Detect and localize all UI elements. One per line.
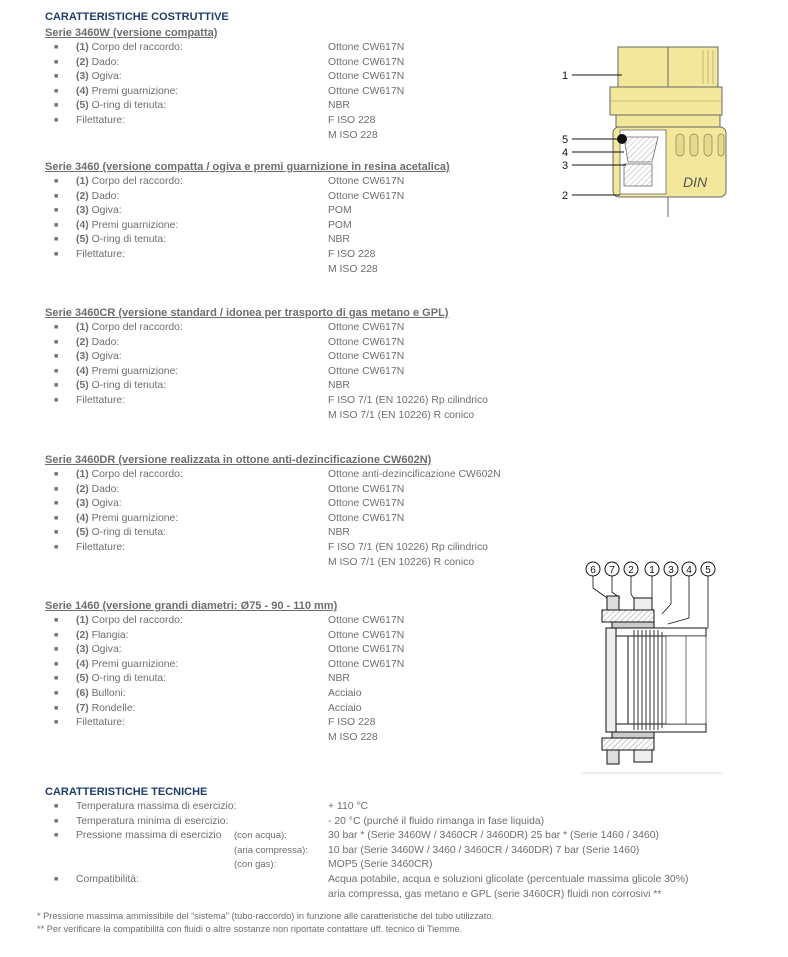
row-value: Ottone CW617N xyxy=(328,629,405,641)
row-value: 10 bar (Serie 3460W / 3460 / 3460CR / 3460DR) 7 bar (Serie 1460) xyxy=(328,844,640,856)
row-label xyxy=(76,658,178,673)
bullet-icon: ■ xyxy=(54,660,59,668)
row-label xyxy=(76,497,122,512)
bullet-icon: ■ xyxy=(54,646,59,654)
row-value: Ottone CW617N xyxy=(328,56,405,68)
label-text: Premi guarnizione: xyxy=(91,85,179,97)
spec-row xyxy=(45,687,565,702)
bullet-icon: ■ xyxy=(54,353,59,361)
row-label xyxy=(76,350,122,365)
label-text: Filettature: xyxy=(76,114,126,126)
label-text: Premi guarnizione: xyxy=(91,658,179,670)
bullet-icon: ■ xyxy=(54,817,59,825)
row-value: Ottone CW617N xyxy=(328,336,405,348)
spec-row xyxy=(45,716,565,731)
technical-row xyxy=(45,858,745,873)
row-value: 30 bar * (Serie 3460W / 3460CR / 3460DR) 25 bar * (Serie 1460 / 3460) xyxy=(328,830,659,842)
technical-row xyxy=(45,815,745,830)
label-text: Dado: xyxy=(91,190,120,202)
part-number: (2) xyxy=(76,190,89,202)
callout-2: 2 xyxy=(628,565,634,576)
part-number: (3) xyxy=(76,351,89,363)
label-text: Corpo del raccordo: xyxy=(91,615,183,626)
label-text: Filettature: xyxy=(76,248,126,260)
label-text: Ogiva: xyxy=(91,351,122,363)
label-text: Temperatura minima di esercizio: xyxy=(76,815,229,827)
row-value: Ottone CW617N xyxy=(328,42,405,53)
row-label xyxy=(76,99,166,114)
bullet-icon: ■ xyxy=(54,87,59,95)
bullet-icon: ■ xyxy=(54,485,59,493)
row-value: NBR xyxy=(328,100,350,112)
row-label xyxy=(76,204,122,219)
spec-row xyxy=(45,643,565,658)
row-value: F ISO 228 xyxy=(328,114,376,126)
spec-row xyxy=(45,114,565,129)
row-value: NBR xyxy=(328,527,350,539)
row-value: Acciaio xyxy=(328,702,362,714)
row-label xyxy=(76,468,183,483)
technical-list xyxy=(45,800,745,902)
row-value: Ottone CW617N xyxy=(328,512,405,524)
label-text: Premi guarnizione: xyxy=(91,219,179,231)
label-text: Pressione massima di esercizio xyxy=(76,830,222,842)
spec-row xyxy=(45,731,565,746)
spec-row xyxy=(45,219,565,234)
row-value: M ISO 228 xyxy=(328,129,378,141)
spec-row xyxy=(45,409,565,424)
row-label xyxy=(76,629,129,644)
row-value: Acciaio xyxy=(328,687,362,699)
label-text: Premi guarnizione: xyxy=(91,512,179,524)
label-text: Dado: xyxy=(91,483,120,495)
row-label xyxy=(76,815,228,830)
flanged-fitting-diagram xyxy=(582,558,722,776)
row-value: F ISO 228 xyxy=(328,717,376,729)
label-text: Rondelle: xyxy=(91,702,136,714)
section-list-1460 xyxy=(45,614,565,745)
bullet-icon: ■ xyxy=(54,689,59,697)
heading-caratteristiche-tecniche: CARATTERISTICHE TECNICHE xyxy=(45,786,208,798)
row-label xyxy=(76,248,125,263)
spec-row xyxy=(45,658,565,673)
row-sublabel: (con gas): xyxy=(234,859,277,871)
label-text: Filettature: xyxy=(76,541,126,553)
row-value: Ottone CW617N xyxy=(328,176,405,187)
bullet-icon: ■ xyxy=(54,719,59,727)
label-text: O-ring di tenuta: xyxy=(91,234,167,246)
row-label xyxy=(76,85,178,100)
row-label xyxy=(76,365,178,380)
row-value: Ottone CW617N xyxy=(328,85,405,97)
spec-row xyxy=(45,190,565,205)
row-value: NBR xyxy=(328,673,350,685)
bullet-icon: ■ xyxy=(54,116,59,124)
row-label xyxy=(76,394,125,409)
spec-row xyxy=(45,483,565,498)
row-value: POM xyxy=(328,219,352,231)
bullet-icon: ■ xyxy=(54,543,59,551)
spec-row xyxy=(45,56,565,71)
part-number: (3) xyxy=(76,498,89,510)
row-value: NBR xyxy=(328,234,350,246)
row-value: F ISO 7/1 (EN 10226) Rp cilindrico xyxy=(328,541,488,553)
part-number: (4) xyxy=(76,219,89,231)
label-text: Bulloni: xyxy=(91,687,126,699)
bullet-icon: ■ xyxy=(54,338,59,346)
part-number: (4) xyxy=(76,512,89,524)
part-number: (5) xyxy=(76,380,89,392)
label-text: Premi guarnizione: xyxy=(91,365,179,377)
row-sublabel: (con acqua): xyxy=(234,830,287,842)
bullet-icon: ■ xyxy=(54,875,59,883)
part-number: (4) xyxy=(76,658,89,670)
part-number: (7) xyxy=(76,702,89,714)
spec-row xyxy=(45,204,565,219)
callout-4: 4 xyxy=(686,565,692,576)
part-number: (1) xyxy=(76,176,89,187)
spec-row xyxy=(45,41,565,56)
spec-row xyxy=(45,129,565,144)
part-number: (1) xyxy=(76,615,89,626)
section-title-3460cr: Serie 3460CR (versione standard / idonea per trasporto di gas metano e GPL) xyxy=(45,307,449,319)
part-number: (5) xyxy=(76,673,89,685)
spec-row xyxy=(45,541,565,556)
label-text: Ogiva: xyxy=(91,644,122,656)
callout-7: 7 xyxy=(609,565,615,576)
label-text: Corpo del raccordo: xyxy=(91,322,183,333)
row-value: POM xyxy=(328,205,352,217)
section-title-1460: Serie 1460 (versione grandi diametri: Ø75 - 90 - 110 mm) xyxy=(45,600,338,612)
spec-row xyxy=(45,379,565,394)
row-label xyxy=(76,483,119,498)
row-value: M ISO 7/1 (EN 10226) R conico xyxy=(328,409,475,421)
row-label xyxy=(76,873,139,888)
spec-row xyxy=(45,321,565,336)
row-sublabel: (aria compressa): xyxy=(234,844,308,856)
spec-row xyxy=(45,526,565,541)
bullet-icon: ■ xyxy=(54,44,59,51)
row-label xyxy=(76,336,119,351)
row-label xyxy=(76,541,125,556)
bullet-icon: ■ xyxy=(54,367,59,375)
row-label xyxy=(76,190,119,205)
label-text: Corpo del raccordo: xyxy=(91,469,183,480)
label-text: O-ring di tenuta: xyxy=(91,100,167,112)
row-label xyxy=(76,321,183,336)
spec-row xyxy=(45,512,565,527)
label-text: O-ring di tenuta: xyxy=(91,527,167,539)
row-value: Ottone CW617N xyxy=(328,190,405,202)
spec-row xyxy=(45,336,565,351)
heading-caratteristiche-costruttive: CARATTERISTICHE COSTRUTTIVE xyxy=(45,11,229,23)
bullet-icon: ■ xyxy=(54,675,59,683)
technical-row xyxy=(45,800,745,815)
bullet-icon: ■ xyxy=(54,192,59,200)
section-list-3460cr xyxy=(45,321,565,423)
callout-1: 1 xyxy=(562,70,569,82)
part-number: (5) xyxy=(76,100,89,112)
spec-row xyxy=(45,394,565,409)
label-text: Corpo del raccordo: xyxy=(91,176,183,187)
part-number: (6) xyxy=(76,687,89,699)
label-text: O-ring di tenuta: xyxy=(91,673,167,685)
bullet-icon: ■ xyxy=(54,529,59,537)
part-number: (2) xyxy=(76,629,89,641)
row-label xyxy=(76,41,183,56)
bullet-icon: ■ xyxy=(54,832,59,840)
row-label xyxy=(76,233,166,248)
label-text: Corpo del raccordo: xyxy=(91,42,183,53)
spec-row xyxy=(45,99,565,114)
callout-4: 4 xyxy=(562,147,569,159)
part-number: (3) xyxy=(76,71,89,83)
spec-row xyxy=(45,263,565,278)
callout-5: 5 xyxy=(562,134,569,146)
callout-1: 1 xyxy=(649,565,655,576)
spec-row xyxy=(45,365,565,380)
spec-row xyxy=(45,468,565,483)
row-value: Ottone CW617N xyxy=(328,483,405,495)
row-value: Ottone CW617N xyxy=(328,351,405,363)
row-label xyxy=(76,687,126,702)
bullet-icon: ■ xyxy=(54,236,59,244)
row-value: + 110 °C xyxy=(328,801,369,812)
row-label xyxy=(76,829,222,844)
label-text: Ogiva: xyxy=(91,498,122,510)
label-text: Compatibilità: xyxy=(76,873,139,885)
part-number: (3) xyxy=(76,644,89,656)
row-label xyxy=(76,800,237,815)
row-value: Acqua potabile, acqua e soluzioni glicolate (percentuale massima glicole 30%) xyxy=(328,873,689,885)
spec-row xyxy=(45,350,565,365)
bullet-icon: ■ xyxy=(54,221,59,229)
fitting-section-diagram xyxy=(558,42,728,217)
row-value: Ottone CW617N xyxy=(328,498,405,510)
row-value: F ISO 228 xyxy=(328,248,376,260)
footnote-pressure: * Pressione massima ammissibile del “sistema” (tubo-raccordo) in funzione alle caratteristiche del tubo utilizzato. xyxy=(37,911,495,921)
bullet-icon: ■ xyxy=(54,396,59,404)
spec-row xyxy=(45,85,565,100)
row-label xyxy=(76,219,178,234)
bullet-icon: ■ xyxy=(54,178,59,185)
row-label xyxy=(76,526,166,541)
bullet-icon: ■ xyxy=(54,73,59,81)
callout-2: 2 xyxy=(562,190,569,202)
part-number: (1) xyxy=(76,469,89,480)
label-text: Dado: xyxy=(91,56,120,68)
spec-row xyxy=(45,672,565,687)
section-title-3460: Serie 3460 (versione compatta / ogiva e premi guarnizione in resina acetalica) xyxy=(45,161,450,173)
part-number: (2) xyxy=(76,56,89,68)
part-number: (5) xyxy=(76,234,89,246)
section-list-3460 xyxy=(45,175,565,277)
row-label xyxy=(76,643,122,658)
row-label xyxy=(76,716,125,731)
part-number: (5) xyxy=(76,527,89,539)
row-value: M ISO 7/1 (EN 10226) R conico xyxy=(328,556,475,568)
bullet-icon: ■ xyxy=(54,704,59,712)
row-label xyxy=(76,672,166,687)
row-value: Ottone CW617N xyxy=(328,322,405,333)
section-title-3460w: Serie 3460W (versione compatta) xyxy=(45,27,218,39)
label-text: Temperatura massima di esercizio: xyxy=(76,801,237,812)
part-number: (4) xyxy=(76,365,89,377)
bullet-icon: ■ xyxy=(54,250,59,258)
row-label xyxy=(76,379,166,394)
callout-6: 6 xyxy=(590,565,596,576)
spec-row xyxy=(45,556,565,571)
part-number: (3) xyxy=(76,205,89,217)
row-label xyxy=(76,614,183,629)
bullet-icon: ■ xyxy=(54,631,59,639)
spec-row xyxy=(45,497,565,512)
row-value: NBR xyxy=(328,380,350,392)
spec-row xyxy=(45,248,565,263)
label-text: Ogiva: xyxy=(91,71,122,83)
nut-marking: DIN xyxy=(683,174,708,190)
section-list-3460w xyxy=(45,41,565,143)
label-text: Filettature: xyxy=(76,717,126,729)
callout-5: 5 xyxy=(705,565,711,576)
row-label xyxy=(76,56,119,71)
row-value: - 20 °C (purché il fluido rimanga in fase liquida) xyxy=(328,815,545,827)
row-label xyxy=(76,512,178,527)
row-label xyxy=(76,175,183,190)
bullet-icon: ■ xyxy=(54,500,59,508)
row-value: M ISO 228 xyxy=(328,731,378,743)
row-value: Ottone CW617N xyxy=(328,71,405,83)
bullet-icon: ■ xyxy=(54,803,59,810)
row-label xyxy=(76,702,136,717)
row-label xyxy=(76,70,122,85)
technical-row xyxy=(45,873,745,888)
row-value: Ottone CW617N xyxy=(328,615,405,626)
part-number: (1) xyxy=(76,322,89,333)
bullet-icon: ■ xyxy=(54,324,59,331)
row-value: aria compressa, gas metano e GPL (serie 3460CR) fluidi non corrosivi ** xyxy=(328,888,662,900)
technical-row xyxy=(45,888,745,903)
label-text: Flangia: xyxy=(91,629,129,641)
row-value: Ottone CW617N xyxy=(328,658,405,670)
bullet-icon: ■ xyxy=(54,382,59,390)
label-text: O-ring di tenuta: xyxy=(91,380,167,392)
bullet-icon: ■ xyxy=(54,471,59,478)
spec-row xyxy=(45,614,565,629)
section-list-3460dr xyxy=(45,468,565,570)
spec-row xyxy=(45,629,565,644)
technical-row xyxy=(45,844,745,859)
row-value: MOP5 (Serie 3460CR) xyxy=(328,859,433,871)
bullet-icon: ■ xyxy=(54,58,59,66)
bullet-icon: ■ xyxy=(54,617,59,624)
row-value: Ottone anti-dezincificazione CW602N xyxy=(328,469,501,480)
o-ring xyxy=(617,134,627,144)
part-number: (4) xyxy=(76,85,89,97)
technical-row xyxy=(45,829,745,844)
part-number: (1) xyxy=(76,42,89,53)
spec-row xyxy=(45,175,565,190)
section-title-3460dr: Serie 3460DR (versione realizzata in ottone anti-dezincificazione CW602N) xyxy=(45,454,432,466)
footnote-compatibility: ** Per verificare la compatibilità con fluidi o altre sostanze non riportate contattare uff. tecnico di Tiemme. xyxy=(37,924,463,934)
row-label xyxy=(76,114,125,129)
spec-row xyxy=(45,702,565,717)
row-value: F ISO 7/1 (EN 10226) Rp cilindrico xyxy=(328,394,488,406)
bullet-icon: ■ xyxy=(54,207,59,215)
label-text: Ogiva: xyxy=(91,205,122,217)
spec-row xyxy=(45,70,565,85)
part-number: (2) xyxy=(76,483,89,495)
label-text: Filettature: xyxy=(76,394,126,406)
spec-row xyxy=(45,233,565,248)
callout-3: 3 xyxy=(562,160,569,172)
label-text: Dado: xyxy=(91,336,120,348)
bullet-icon: ■ xyxy=(54,514,59,522)
row-value: Ottone CW617N xyxy=(328,365,405,377)
row-value: Ottone CW617N xyxy=(328,644,405,656)
bullet-icon: ■ xyxy=(54,102,59,110)
callout-3: 3 xyxy=(668,565,674,576)
part-number: (2) xyxy=(76,336,89,348)
row-value: M ISO 228 xyxy=(328,263,378,275)
